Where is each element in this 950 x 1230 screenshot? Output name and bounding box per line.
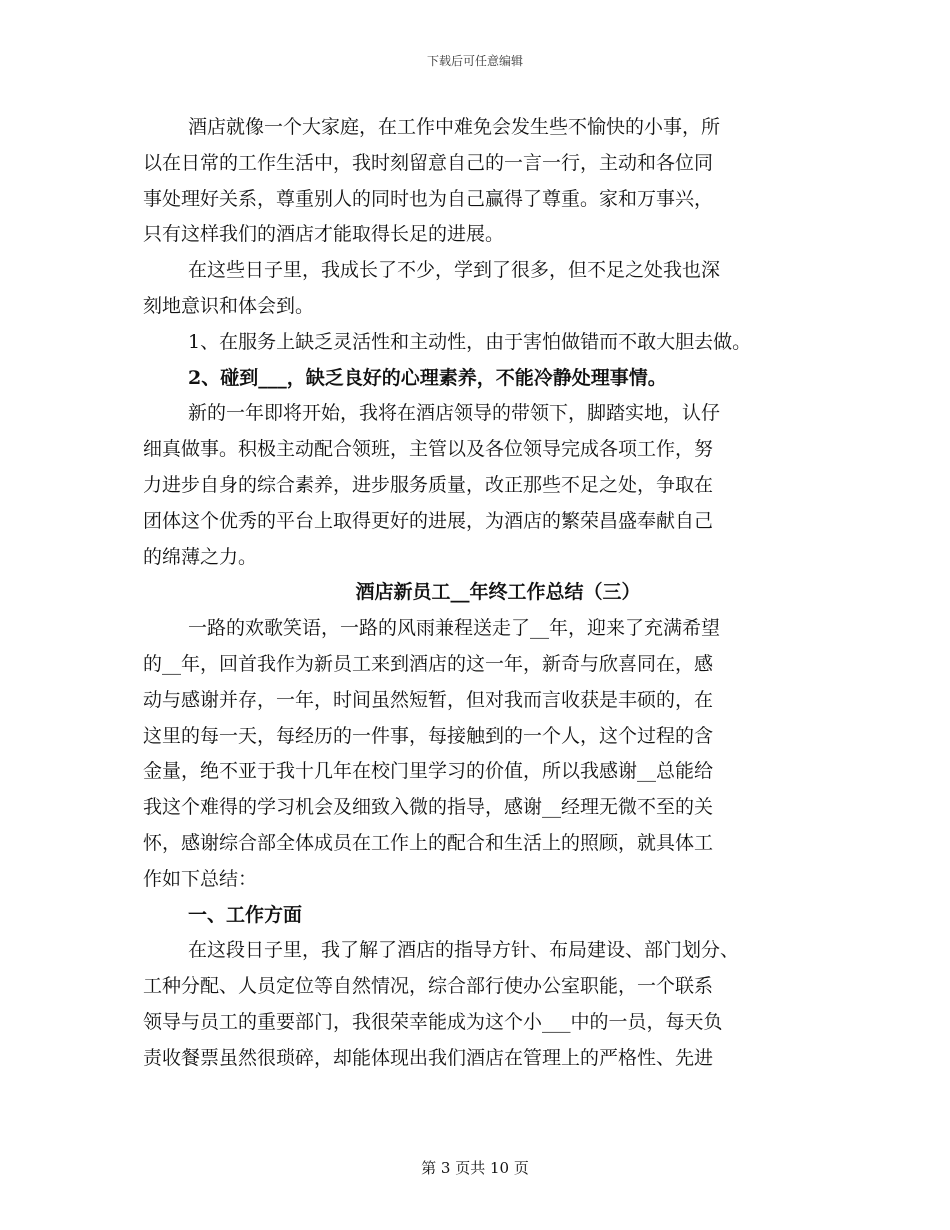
paragraph-line: 细真做事。积极主动配合领班，主管以及各位领导完成各项工作，努 (143, 438, 714, 461)
paragraph-line: 刻地意识和体会到。 (143, 294, 315, 317)
paragraph-line: 领导与员工的重要部门，我很荣幸能成为这个小___中的一员，每天负 (143, 1010, 723, 1033)
page-number: 第 3 页共 10 页 (421, 1159, 529, 1177)
page-header-note: 下载后可任意编辑 (426, 54, 523, 68)
paragraph-line: 的__年，回首我作为新员工来到酒店的这一年，新奇与欣喜同在，感 (143, 652, 714, 675)
paragraph-line: 这里的每一天，每经历的一件事，每接触到的一个人，这个过程的含 (143, 724, 714, 747)
paragraph-line: 在这些日子里，我成长了不少，学到了很多，但不足之处我也深 (188, 259, 721, 282)
paragraph-line: 动与感谢并存，一年，时间虽然短暂，但对我而言收获是丰硕的，在 (143, 688, 714, 711)
paragraph-line: 新的一年即将开始，我将在酒店领导的带领下，脚踏实地，认仔 (188, 402, 721, 425)
paragraph-line: 我这个难得的学习机会及细致入微的指导，感谢__经理无微不至的关 (143, 796, 714, 819)
list-item-2: 2、碰到___，缺乏良好的心理素养，不能冷静处理事情。 (188, 366, 667, 389)
paragraph-line: 酒店就像一个大家庭，在工作中难免会发生些不愉快的小事，所 (188, 116, 721, 138)
paragraph-line: 团体这个优秀的平台上取得更好的进展，为酒店的繁荣昌盛奉献自己 (143, 509, 714, 532)
paragraph-line: 责收餐票虽然很琐碎，却能体现出我们酒店在管理上的严格性、先进 (143, 1046, 714, 1069)
paragraph-line: 在这段日子里，我了解了酒店的指导方针、布局建设、部门划分、 (188, 939, 740, 962)
paragraph-line: 怀，感谢综合部全体成员在工作上的配合和生活上的照顾，就具体工 (143, 831, 714, 854)
document-body (143, 110, 833, 1077)
list-item-1: 1、在服务上缺乏灵活性和主动性，由于害怕做错而不敢大胆去做。 (188, 330, 752, 353)
paragraph-line: 作如下总结： (143, 867, 258, 890)
subsection-heading: 一、工作方面 (188, 903, 303, 926)
paragraph-line: 的绵薄之力。 (143, 545, 258, 568)
paragraph-line: 力进步自身的综合素养，进步服务质量，改正那些不足之处，争取在 (143, 473, 714, 496)
paragraph-line: 事处理好关系，尊重别人的同时也为自己赢得了尊重。家和万事兴， (143, 187, 714, 210)
section-title: 酒店新员工__年终工作总结（三） (355, 581, 641, 604)
paragraph-line: 金量，绝不亚于我十几年在校门里学习的价值，所以我感谢__总能给 (143, 760, 714, 783)
paragraph-line: 以在日常的工作生活中，我时刻留意自己的一言一行，主动和各位同 (143, 151, 714, 174)
paragraph-line: 只有这样我们的酒店才能取得长足的进展。 (143, 223, 505, 246)
paragraph-line: 工种分配、人员定位等自然情况，综合部行使办公室职能，一个联系 (143, 975, 714, 998)
paragraph-line: 一路的欢歌笑语，一路的风雨兼程送走了__年，迎来了充满希望 (188, 617, 721, 640)
